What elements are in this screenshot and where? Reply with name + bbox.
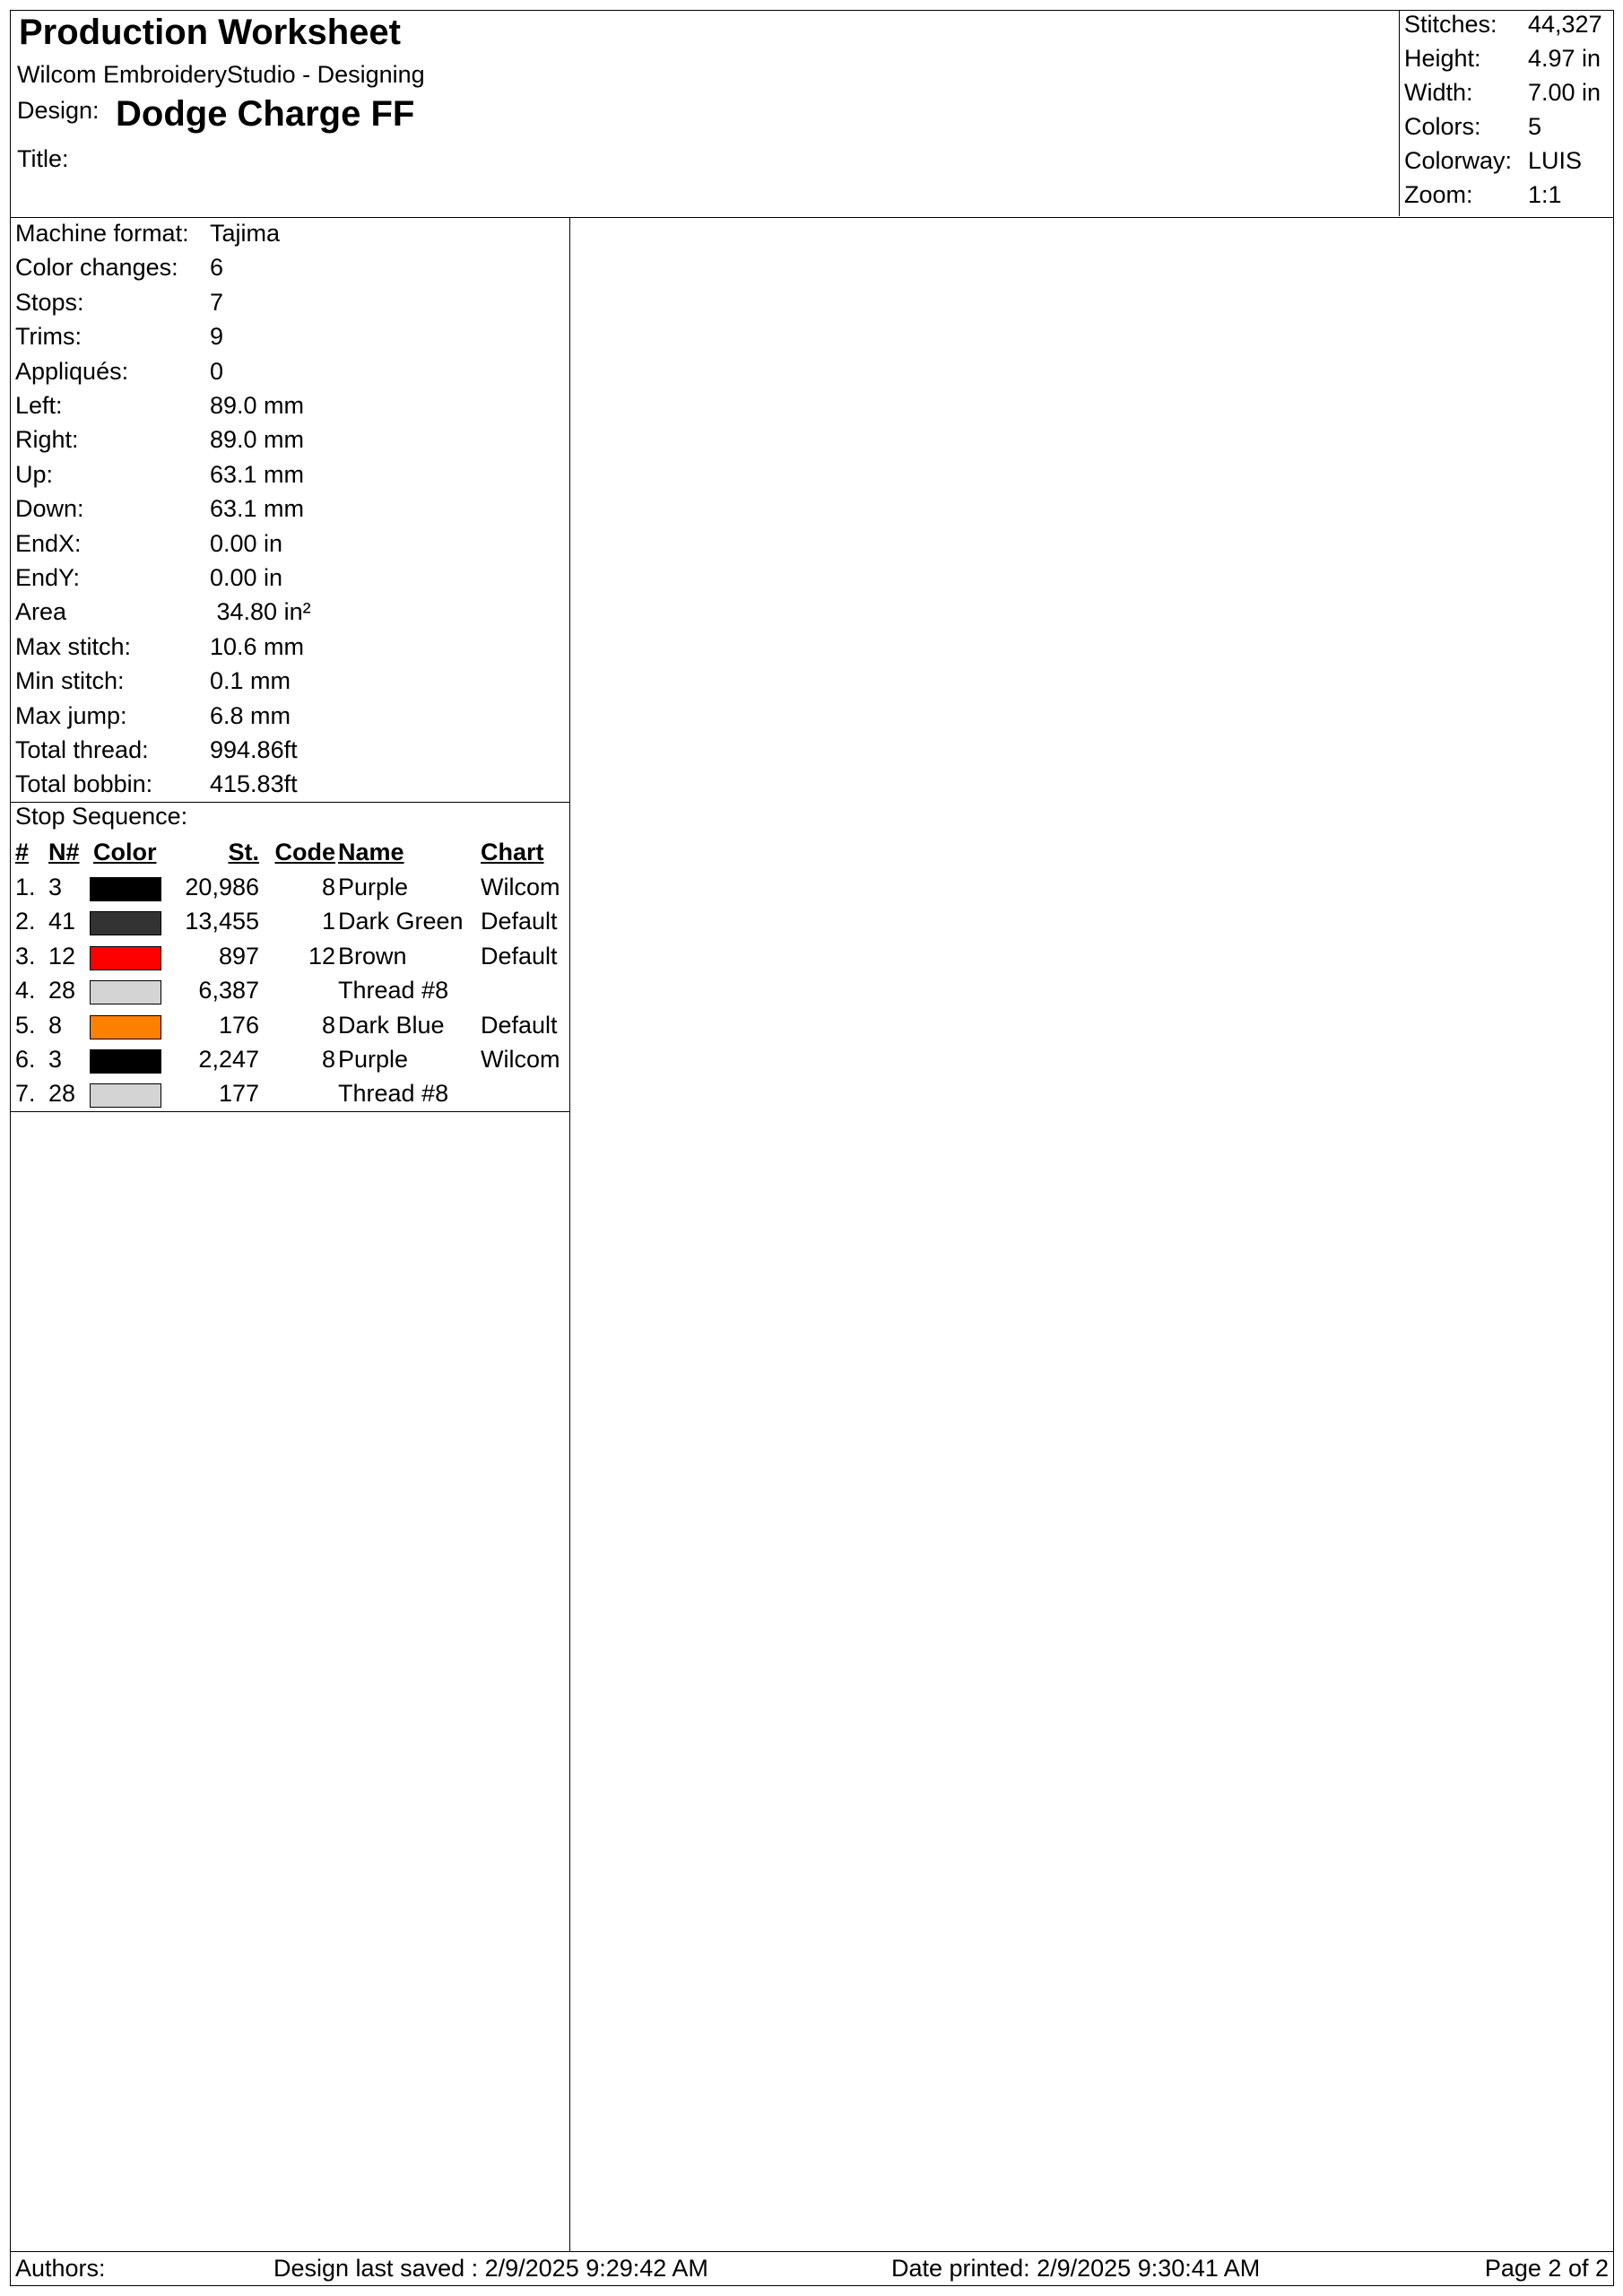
thread-name: Dark Blue xyxy=(338,1011,445,1039)
stitch-count: 177 xyxy=(218,1080,259,1108)
spec-value: 0.00 in xyxy=(210,564,283,591)
authors-label: Authors: xyxy=(15,2255,106,2282)
thread-chart: Default xyxy=(481,908,558,935)
spec-label: Total bobbin: xyxy=(15,770,153,798)
spec-label: Right: xyxy=(15,426,79,454)
spec-row xyxy=(11,424,569,458)
stat-colors xyxy=(1400,113,1613,147)
spec-label: EndX: xyxy=(15,529,82,557)
stat-value: 4.97 in xyxy=(1528,45,1601,72)
stat-value: LUIS xyxy=(1528,147,1583,174)
thread-name: Thread #8 xyxy=(338,1080,449,1108)
needle-number: 8 xyxy=(48,1011,63,1039)
thread-chart: Wilcom xyxy=(481,1046,560,1073)
stat-width xyxy=(1400,79,1613,113)
spec-label: Min stitch: xyxy=(15,667,125,695)
table-row xyxy=(11,1044,569,1078)
spec-label: Color changes: xyxy=(15,254,178,282)
stat-value: 44,327 xyxy=(1528,11,1602,38)
stat-label: Height: xyxy=(1404,45,1481,72)
spec-row xyxy=(11,700,569,735)
col-header-code: Code xyxy=(274,839,335,865)
worksheet-header xyxy=(11,11,1613,218)
spec-label: Left: xyxy=(15,392,63,419)
thread-code: 8 xyxy=(321,1046,335,1073)
spec-row xyxy=(11,218,569,252)
design-label: Design: xyxy=(17,97,100,124)
stat-colorway xyxy=(1400,147,1613,181)
spec-value: 0 xyxy=(210,357,224,385)
needle-number: 12 xyxy=(48,942,76,970)
needle-number: 3 xyxy=(48,1046,63,1073)
thread-name: Thread #8 xyxy=(338,977,449,1004)
table-row xyxy=(11,872,569,906)
color-swatch xyxy=(90,980,161,1004)
design-stats-box xyxy=(1399,11,1613,216)
spec-label: Trims: xyxy=(15,323,82,351)
thread-name: Purple xyxy=(338,1046,409,1073)
col-header-color: Color xyxy=(93,839,157,865)
spec-value: Tajima xyxy=(210,220,281,247)
thread-name: Purple xyxy=(338,874,409,900)
spec-value: 6.8 mm xyxy=(210,701,291,729)
col-header-num: # xyxy=(15,839,30,865)
spec-label: Max stitch: xyxy=(15,632,132,660)
color-swatch xyxy=(90,1015,161,1039)
color-swatch xyxy=(90,911,161,935)
design-name: Dodge Charge FF xyxy=(116,94,415,134)
thread-name: Brown xyxy=(338,942,407,970)
stop-number: 4. xyxy=(15,977,36,1004)
stat-label: Width: xyxy=(1404,79,1473,106)
spec-row xyxy=(11,562,569,596)
spec-value: 63.1 mm xyxy=(210,495,305,523)
thread-chart: Default xyxy=(481,1011,558,1039)
spec-row xyxy=(11,356,569,390)
col-header-stitches: St. xyxy=(228,839,259,865)
stat-zoom xyxy=(1400,181,1613,215)
spec-value: 9 xyxy=(210,323,224,351)
last-saved-date: Design last saved : 2/9/2025 9:29:42 AM xyxy=(273,2255,708,2282)
stop-sequence-title: Stop Sequence: xyxy=(15,803,188,830)
machine-specs xyxy=(11,218,569,803)
color-swatch xyxy=(90,1049,161,1074)
stitch-count: 897 xyxy=(218,942,259,970)
color-swatch xyxy=(90,946,161,970)
spec-value: 34.80 in² xyxy=(210,598,311,626)
spec-row xyxy=(11,321,569,355)
spec-label: EndY: xyxy=(15,564,81,591)
spec-row xyxy=(11,459,569,493)
spec-label: Appliqués: xyxy=(15,357,129,385)
stop-number: 7. xyxy=(15,1080,36,1108)
spec-row xyxy=(11,390,569,424)
page-number: Page 2 of 2 xyxy=(1484,2255,1609,2282)
spec-value: 0.1 mm xyxy=(210,667,291,695)
thread-code: 1 xyxy=(321,908,335,935)
production-worksheet xyxy=(10,10,1614,2286)
spec-value: 0.00 in xyxy=(210,529,283,557)
spec-value: 89.0 mm xyxy=(210,392,305,419)
thread-chart: Wilcom xyxy=(481,874,560,900)
stop-number: 6. xyxy=(15,1046,36,1073)
stop-sequence-table xyxy=(11,803,569,1112)
spec-value: 994.86ft xyxy=(210,736,298,763)
stitch-count: 20,986 xyxy=(185,874,259,900)
design-preview-area xyxy=(570,218,1613,2251)
stop-number: 3. xyxy=(15,942,36,970)
spec-label: Up: xyxy=(15,460,54,488)
title-label: Title: xyxy=(17,145,69,172)
worksheet-footer xyxy=(11,2251,1613,2285)
stat-height xyxy=(1400,45,1613,79)
table-row xyxy=(11,1078,569,1112)
table-row xyxy=(11,906,569,940)
spec-label: Max jump: xyxy=(15,701,127,729)
spec-row xyxy=(11,493,569,527)
stat-label: Stitches: xyxy=(1404,11,1497,38)
table-row xyxy=(11,1010,569,1044)
col-header-name: Name xyxy=(338,839,404,865)
thread-name: Dark Green xyxy=(338,908,464,935)
stitch-count: 6,387 xyxy=(198,977,259,1004)
spec-row xyxy=(11,769,569,803)
stat-label: Colors: xyxy=(1404,113,1481,140)
stitch-count: 13,455 xyxy=(185,908,259,935)
color-swatch xyxy=(90,877,161,901)
spec-label: Total thread: xyxy=(15,736,149,763)
thread-code: 8 xyxy=(321,874,335,900)
worksheet-title: Production Worksheet xyxy=(19,13,401,52)
stat-value: 7.00 in xyxy=(1528,79,1601,106)
spec-row xyxy=(11,528,569,562)
spec-row xyxy=(11,631,569,665)
stat-stitches xyxy=(1400,11,1613,45)
table-row xyxy=(11,975,569,1009)
spec-value: 63.1 mm xyxy=(210,460,305,488)
stop-number: 5. xyxy=(15,1011,36,1039)
needle-number: 41 xyxy=(48,908,76,935)
spec-row xyxy=(11,665,569,700)
stop-number: 1. xyxy=(15,874,36,900)
spec-value: 415.83ft xyxy=(210,770,298,798)
printed-date: Date printed: 2/9/2025 9:30:41 AM xyxy=(891,2255,1261,2282)
spec-row xyxy=(11,252,569,286)
needle-number: 28 xyxy=(48,977,76,1004)
spec-value: 6 xyxy=(210,254,224,282)
thread-code: 12 xyxy=(308,942,335,970)
thread-chart: Default xyxy=(481,942,558,970)
spec-row xyxy=(11,596,569,631)
stat-label: Colorway: xyxy=(1404,147,1513,174)
col-header-chart: Chart xyxy=(481,839,544,865)
spec-label: Down: xyxy=(15,495,84,523)
spec-value: 89.0 mm xyxy=(210,426,305,454)
needle-number: 28 xyxy=(48,1080,76,1108)
spec-label: Machine format: xyxy=(15,220,189,247)
spec-row xyxy=(11,287,569,321)
spec-value: 7 xyxy=(210,288,224,316)
stat-label: Zoom: xyxy=(1404,181,1473,208)
software-name: Wilcom EmbroideryStudio - Designing xyxy=(17,61,425,88)
details-column xyxy=(11,218,570,2251)
stop-number: 2. xyxy=(15,908,36,935)
stitch-count: 2,247 xyxy=(198,1046,259,1073)
color-swatch xyxy=(90,1083,161,1108)
thread-code: 8 xyxy=(321,1011,335,1039)
col-header-needle: N# xyxy=(48,839,80,865)
stat-value: 5 xyxy=(1528,113,1542,140)
needle-number: 3 xyxy=(48,874,63,900)
spec-label: Area xyxy=(15,598,67,626)
table-row xyxy=(11,941,569,975)
spec-value: 10.6 mm xyxy=(210,632,305,660)
stat-value: 1:1 xyxy=(1528,181,1562,208)
spec-label: Stops: xyxy=(15,288,84,316)
spec-row xyxy=(11,735,569,769)
stitch-count: 176 xyxy=(218,1011,259,1039)
